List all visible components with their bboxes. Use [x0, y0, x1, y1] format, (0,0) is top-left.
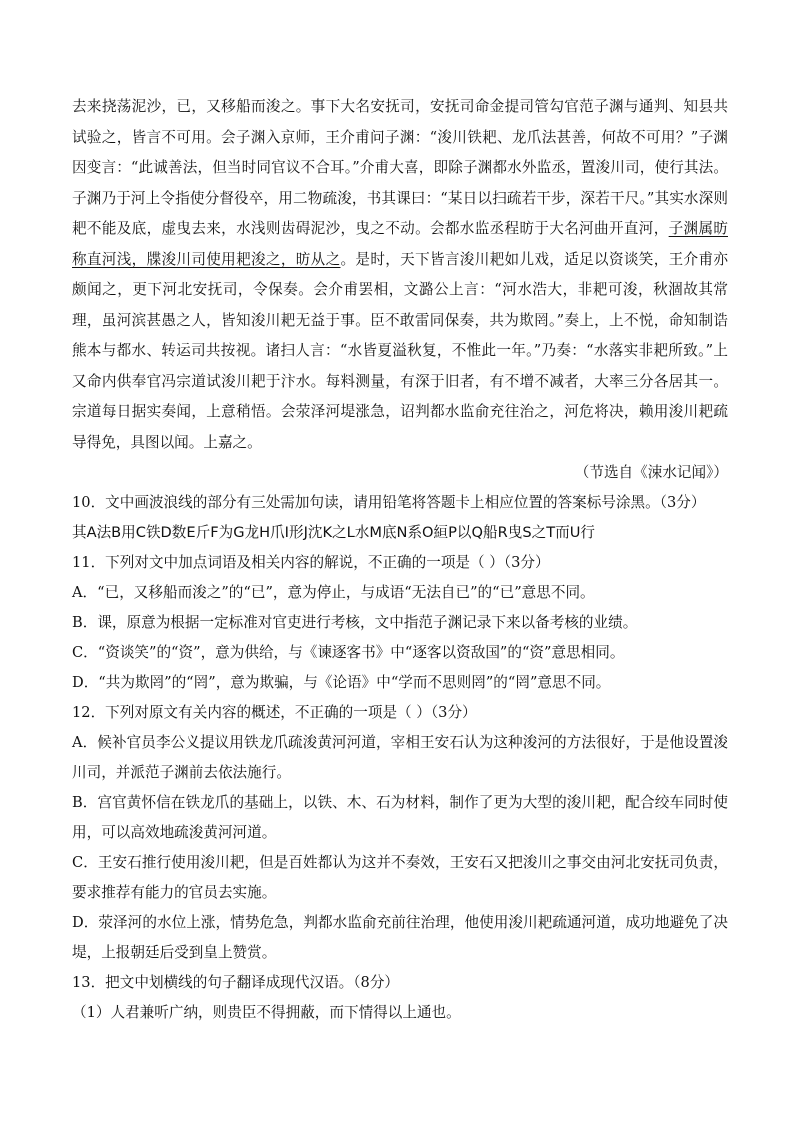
passage-source: （节选自《涑水记闻》）	[574, 464, 728, 481]
question-10-options: 其A法B用C铁D数E斤F为G龙H爪I形J沈K之L水M底N系O絙P以Q船R曳S之T而U行	[72, 524, 595, 541]
question-11-option-c: C．“资谈笑”的“资”，意为供给，与《谏逐客书》中“逐客以资敌国”的“资”意思相同。	[72, 644, 625, 661]
question-12-option-c: C．王安石推行使用浚川耙，但是百姓都认为这并不奏效，王安石又把浚川之事交由河北安抚司负责，要求推荐有能力的官员去实施。	[72, 854, 728, 901]
document-page	[72, 92, 728, 1028]
question-11-prompt: 11．下列对文中加点词语及相关内容的解说，不正确的一项是（ ）（3分）	[72, 554, 550, 571]
passage-part-1: 去来挠荡泥沙，已，又移船而浚之。事下大名安抚司，安抚司命金提司管勾官范子渊与通判、知县共试验之，皆言不可用。会子渊入京师，王介甫问子渊：“浚川铁耙、龙爪法甚善，何故不可用？”子渊因变言：“此诚善法，但当时同官议不合耳。”介甫大喜，即除子渊都水外监丞，置浚川司，使行其法。子渊乃于河上令指使分督役卒，用二物疏浚，书其课曰：“某日以扫疏若干步，深若干尺。”其实水深则耙不能及底，虚曳去来，水浅则齿碍泥沙，曳之不动。会都水监丞程昉于大名河曲开直河，	[72, 98, 728, 237]
question-10-prompt: 10．文中画波浪线的部分有三处需加句读，请用铅笔将答题卡上相应位置的答案标号涂黑。（3分）	[72, 494, 706, 511]
underlined-sentence: 子渊属昉称直河浅，牒浚川司使用耙浚之，昉从之	[72, 220, 728, 268]
passage-text	[72, 92, 728, 458]
question-11-option-d: D．“共为欺罔”的“罔”，意为欺骗，与《论语》中“学而不思则罔”的“罔”意思不同。	[72, 674, 611, 691]
question-12-option-b: B．宫官黄怀信在铁龙爪的基础上，以铁、木、石为材料，制作了更为大型的浚川耙，配合绞车同时使用，可以高效地疏浚黄河河道。	[72, 794, 728, 841]
question-13-item-1: （1）人君兼听广纳，则贵臣不得拥蔽，而下情得以上通也。	[72, 1004, 461, 1021]
question-13-prompt: 13．把文中划横线的句子翻译成现代汉语。（8分）	[72, 974, 400, 991]
question-11-option-b: B．课，原意为根据一定标准对官吏进行考核，文中指范子渊记录下来以备考核的业绩。	[72, 614, 638, 631]
passage-part-2: 。是时，天下皆言浚川耙如儿戏，适足以资谈笑，王介甫亦颇闻之，更下河北安抚司，令保奏。会介甫罢相，文潞公上言：“河水浩大，非耙可浚，秋涸故其常理，虽河滨甚愚之人，皆知浚川耙无益于事。臣不敢雷同保奏，共为欺罔。”奏上，上不悦，命知制诰熊本与都水、转运司共按视。诸扫人言：“水皆夏溢秋复，不惟此一年。”乃奏：“水落实非耙所致。”上又命内供奉官冯宗道试浚川耙于汴水。每料测量，有深于旧者，有不增不减者，大率三分各居其一。宗道每日据实奏闻，上意稍悟。会荥泽河堤涨急，诏判都水监俞充往治之，河危将决，赖用浚川耙疏导得免，具图以闻。上嘉之。	[72, 250, 728, 451]
question-12-option-a: A．候补官员李公义提议用铁龙爪疏浚黄河河道，宰相王安石认为这种浚河的方法很好，于是他设置浚川司，并派范子渊前去依法施行。	[72, 734, 728, 781]
question-11-option-a: A．“已，又移船而浚之”的“已”，意为停止，与成语“无法自已”的“已”意思不同。	[72, 584, 595, 601]
question-12-option-d: D．荥泽河的水位上涨，情势危急，判都水监俞充前往治理，他使用浚川耙疏通河道，成功地避免了决堤，上报朝廷后受到皇上赞赏。	[72, 914, 728, 961]
question-12-prompt: 12．下列对原文有关内容的概述，不正确的一项是（ ）（3分）	[72, 704, 477, 721]
